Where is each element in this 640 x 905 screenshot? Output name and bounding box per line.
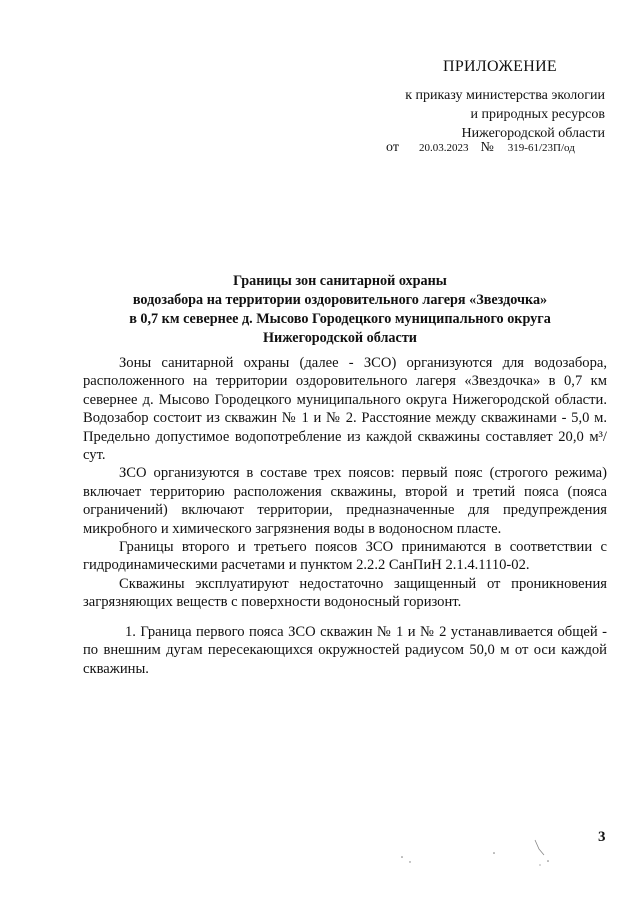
annex-line: Нижегородской области — [461, 126, 605, 141]
scan-specks — [390, 835, 570, 875]
annex-line: и природных ресурсов — [470, 107, 605, 122]
paragraph-numbered: 1. Граница первого пояса ЗСО скважин № 1 и № 2 устанавливается общей - по внешним дугам пересекающихся окружностей радиусом 50,0 м от оси каждой скважины. — [83, 623, 607, 677]
from-label: от — [386, 140, 399, 155]
title-line: Границы зон санитарной охраны — [233, 273, 447, 289]
annex-reference — [365, 86, 605, 143]
paragraph: ЗСО организуются в составе трех поясов: первый пояс (строгого режима) включает территорию расположения скважины, второй и третий пояса (пояса ограничений) включают территории, предназначенные для предупреждения микробного и химического загрязнения воды в водоносном пласте. — [83, 465, 607, 537]
paragraph: Скважины эксплуатируют недостаточно защищенный от проникновения загрязняющих веществ с поверхности водоносный горизонт. — [83, 575, 607, 611]
annex-line: к приказу министерства экологии — [405, 88, 605, 103]
number-sign: № — [480, 140, 494, 155]
title-line: водозабора на территории оздоровительного лагеря «Звездочка» — [132, 292, 548, 308]
paragraph: Зоны санитарной охраны (далее - ЗСО) организуются для водозабора, расположенного на территории оздоровительного лагеря «Звездочка» в 0,7 км севернее д. Мысово Городецкого муниципального округа Нижегородской области. Водозабор состоит из скважин № 1 и № 2. Расстояние между скважинами - 5,0 м. Предельно допустимое водопотребление из каждой скважины составляет 20,0 м³/сут. — [83, 355, 607, 464]
title-line: в 0,7 км севернее д. Мысово Городецкого муниципального округа — [129, 311, 551, 327]
annex-title: ПРИЛОЖЕНИЕ — [443, 58, 558, 75]
order-number: 319-61/23П/од — [507, 142, 575, 154]
page-number: 3 — [598, 829, 606, 845]
order-date: 20.03.2023 — [418, 142, 469, 154]
document-title — [60, 272, 620, 348]
document-body — [83, 354, 607, 678]
title-line: Нижегородской области — [263, 330, 417, 346]
order-date-number — [386, 140, 575, 156]
paragraph: Границы второго и третьего поясов ЗСО принимаются в соответствии с гидродинамическими расчетами и пунктом 2.2.2 СанПиН 2.1.4.1110-02. — [83, 539, 607, 574]
